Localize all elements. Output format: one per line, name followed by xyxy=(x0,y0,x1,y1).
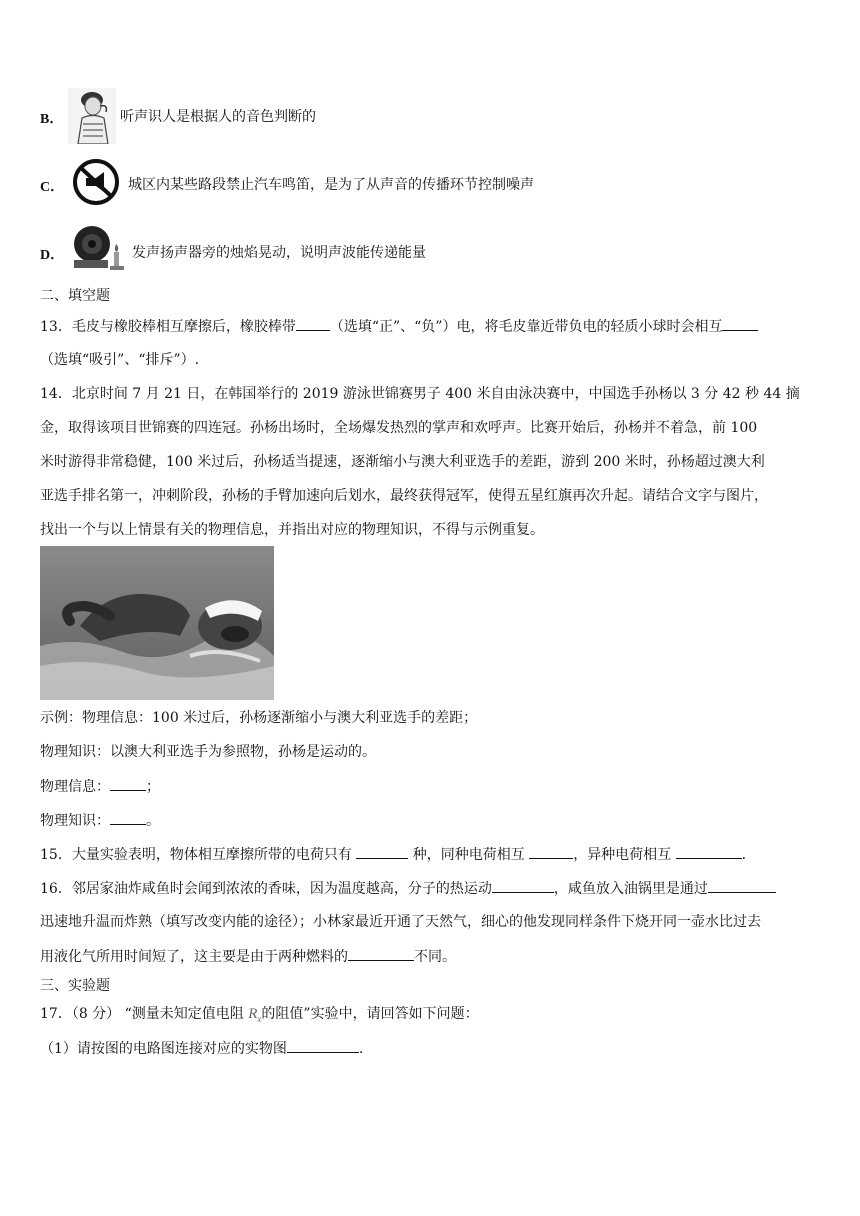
q14-knowledge-end: 。 xyxy=(146,813,160,829)
q16-text-4: 不同。 xyxy=(414,949,456,965)
option-b-text: 听声识人是根据人的音色判断的 xyxy=(120,109,316,125)
question-17 xyxy=(40,1004,479,1029)
question-14-line-2: 金，取得该项目世锦赛的四连冠。孙杨出场时，全场爆发热烈的掌声和欢呼声。比赛开始后，孙杨并不着急，前 100 xyxy=(40,420,758,436)
q16-blank-3[interactable] xyxy=(348,946,414,961)
question-15 xyxy=(40,844,746,865)
question-17-sub-1 xyxy=(40,1038,363,1059)
question-16-line-2: 迅速地升温而炸熟（填写改变内能的途径）；小林家最近开通了天然气，细心的他发现同样条件下烧开同一壶水比过去 xyxy=(40,914,761,930)
q14-knowledge-answer xyxy=(40,810,160,831)
option-c-letter: C． xyxy=(40,180,65,195)
q13-text-2: （选填“正”、“负”）电，将毛皮靠近带负电的轻质小球时会相互 xyxy=(329,319,723,335)
q13-text-1: 13．毛皮与橡胶棒相互摩擦后，橡胶棒带 xyxy=(40,319,296,335)
q15-text-2: 种，同种电荷相互 xyxy=(412,847,525,863)
q16-text-1: 16．邻居家油炸咸鱼时会闻到浓浓的香味，因为温度越高，分子的热运动 xyxy=(40,881,492,897)
option-d-text: 发声扬声器旁的烛焰晃动，说明声波能传递能量 xyxy=(132,245,426,261)
option-b-letter: B． xyxy=(40,112,64,127)
q16-text-2: ，咸鱼放入油锅里是通过 xyxy=(553,881,708,897)
section-heading-fill-in: 二、填空题 xyxy=(40,288,110,304)
q17-sub1-end: . xyxy=(358,1041,364,1057)
q17-blank-1[interactable] xyxy=(287,1038,359,1053)
option-c-text: 城区内某些路段禁止汽车鸣笛，是为了从声音的传播环节控制噪声 xyxy=(128,177,534,193)
q15-blank-2[interactable] xyxy=(529,844,573,859)
question-14-line-5: 找出一个与以上情景有关的物理信息，并指出对应的物理知识，不得与示例重复。 xyxy=(40,522,544,538)
q15-blank-3[interactable] xyxy=(676,844,742,859)
q15-blank-1[interactable] xyxy=(356,844,408,859)
q17-sub1-text: （1）请按图的电路图连接对应的实物图 xyxy=(40,1041,287,1057)
question-16-line-3 xyxy=(40,946,456,967)
question-16-line-1 xyxy=(40,878,776,899)
question-13-line-2: （选填“吸引”、“排斥”）. xyxy=(40,352,200,368)
resistor-rx-symbol: $R_x$ xyxy=(248,1006,262,1024)
q14-knowledge-label: 物理知识： xyxy=(40,813,110,829)
q13-blank-1[interactable] xyxy=(296,316,330,331)
option-d-letter: D． xyxy=(40,248,65,263)
question-14-line-1: 14．北京时间 7 月 21 日，在韩国举行的 2019 游泳世锦赛男子 400 米自由泳决赛中，中国选手孙杨以 3 分 42 秒 44 摘 xyxy=(40,386,800,402)
q16-blank-1[interactable] xyxy=(492,878,554,893)
q15-text-4: . xyxy=(741,847,747,863)
q14-info-end: ； xyxy=(146,779,160,795)
q14-example-knowledge: 物理知识：以澳大利亚选手为参照物，孙杨是运动的。 xyxy=(40,744,376,760)
q16-text-3: 用液化气所用时间短了，这主要是由于两种燃料的 xyxy=(40,949,348,965)
q17-text-1: 17．（8 分） “测量未知定值电阻 xyxy=(40,1006,244,1022)
q14-example-info: 示例：物理信息：100 米过后，孙杨逐渐缩小与澳大利亚选手的差距； xyxy=(40,710,478,726)
q14-knowledge-blank[interactable] xyxy=(110,810,146,825)
no-horn-sign-icon xyxy=(66,158,126,206)
q14-info-label: 物理信息： xyxy=(40,779,110,795)
q16-blank-2[interactable] xyxy=(708,878,776,893)
question-14-line-4: 亚选手排名第一，冲刺阶段，孙杨的手臂加速向后划水，最终获得冠军，使得五星红旗再次升起。请结合文字与图片， xyxy=(40,488,768,504)
q13-blank-2[interactable] xyxy=(722,316,758,331)
swimmer-photo xyxy=(40,546,274,700)
question-13-line-1 xyxy=(40,316,758,337)
q15-text-1: 15．大量实验表明，物体相互摩擦所带的电荷只有 xyxy=(40,847,352,863)
question-14-line-3: 米时游得非常稳健，100 米过后，孙杨适当提速，逐渐缩小与澳大利亚选手的差距，游到 200 米时，孙杨超过澳大利 xyxy=(40,454,765,470)
speaker-candle-icon xyxy=(66,222,128,272)
q15-text-3: ，异种电荷相互 xyxy=(573,847,672,863)
q14-info-blank[interactable] xyxy=(110,776,146,791)
section-heading-experiment: 三、实验题 xyxy=(40,978,110,994)
q17-text-2: 的阻值”实验中，请回答如下问题： xyxy=(261,1006,479,1022)
person-listening-icon xyxy=(68,88,116,144)
q14-info-answer xyxy=(40,776,160,797)
